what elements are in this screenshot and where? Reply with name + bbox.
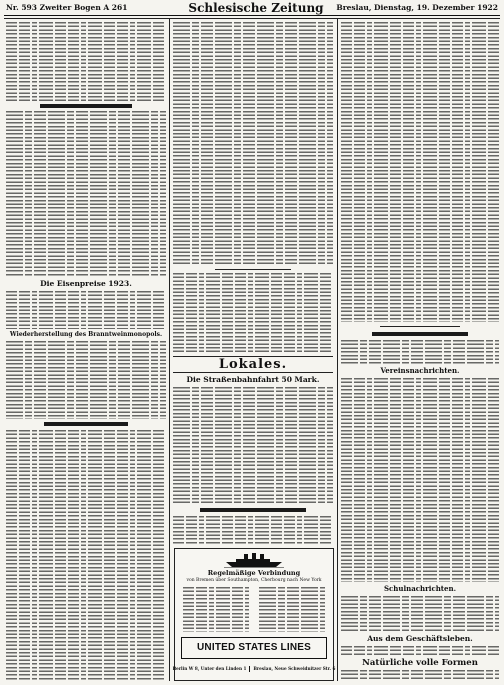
company-name: UNITED STATES LINES	[181, 637, 327, 659]
body-text-block	[6, 22, 166, 102]
section-rule	[380, 326, 460, 327]
office-breslau: Breslau, Neue Schweidnitzer Str. 6	[253, 666, 336, 671]
body-text-block	[173, 387, 333, 505]
body-text-block	[6, 341, 166, 419]
section-rule	[215, 269, 291, 270]
body-text-block	[341, 340, 499, 364]
heading-vereine: Vereinsnachrichten.	[380, 366, 460, 375]
ad-offices	[172, 664, 336, 674]
section-heading	[372, 332, 468, 336]
issue-number: Nr. 593 Zweiter Bogen A 261	[6, 3, 128, 12]
masthead-rule-thin	[4, 18, 500, 19]
body-text-block	[341, 596, 499, 632]
dateline: Breslau, Dienstag, 19. Dezember 1922	[336, 3, 498, 12]
heading-eisenpreise: Die Eisenpreise 1923.	[40, 279, 132, 288]
ad-tagline: Regelmäßige Verbindung	[207, 569, 301, 577]
section-heading	[40, 104, 132, 108]
sailing-schedule	[259, 587, 325, 632]
heading-lokales: Lokales.	[173, 356, 333, 373]
body-text-block	[341, 646, 499, 656]
section-heading	[200, 508, 306, 512]
heading-strassenbahn: Die Straßenbahnfahrt 50 Mark.	[186, 375, 320, 384]
office-berlin: Berlin W 8, Unter den Linden 1	[172, 666, 247, 671]
ad-route: von Bremen über Southampton, Cherbourg nach New York	[186, 578, 322, 583]
body-text-block	[173, 516, 333, 545]
body-text-block	[173, 273, 333, 353]
body-text-block	[341, 670, 499, 680]
body-text-block	[173, 22, 333, 266]
section-heading	[44, 422, 128, 426]
body-text-block	[341, 378, 499, 582]
body-text-block	[6, 111, 166, 277]
body-text-block	[6, 291, 166, 329]
heading-schule: Schulnachrichten.	[383, 584, 457, 593]
newspaper-title: Schlesische Zeitung	[188, 1, 324, 15]
column-divider	[169, 19, 170, 681]
ship-illustration	[224, 552, 284, 568]
sailing-schedule	[183, 587, 249, 632]
office-separator	[249, 666, 250, 672]
column-divider	[337, 19, 338, 681]
body-text-block	[341, 22, 499, 322]
heading-branntwein: Wiederherstellung des Branntweinmonopols.	[9, 331, 163, 338]
shipping-advertisement	[174, 548, 334, 681]
body-text-block	[6, 430, 166, 680]
heading-formen: Natürliche volle Formen	[362, 658, 478, 668]
masthead-rule	[4, 15, 500, 16]
heading-geschaeft: Aus dem Geschäftsleben.	[367, 634, 473, 643]
